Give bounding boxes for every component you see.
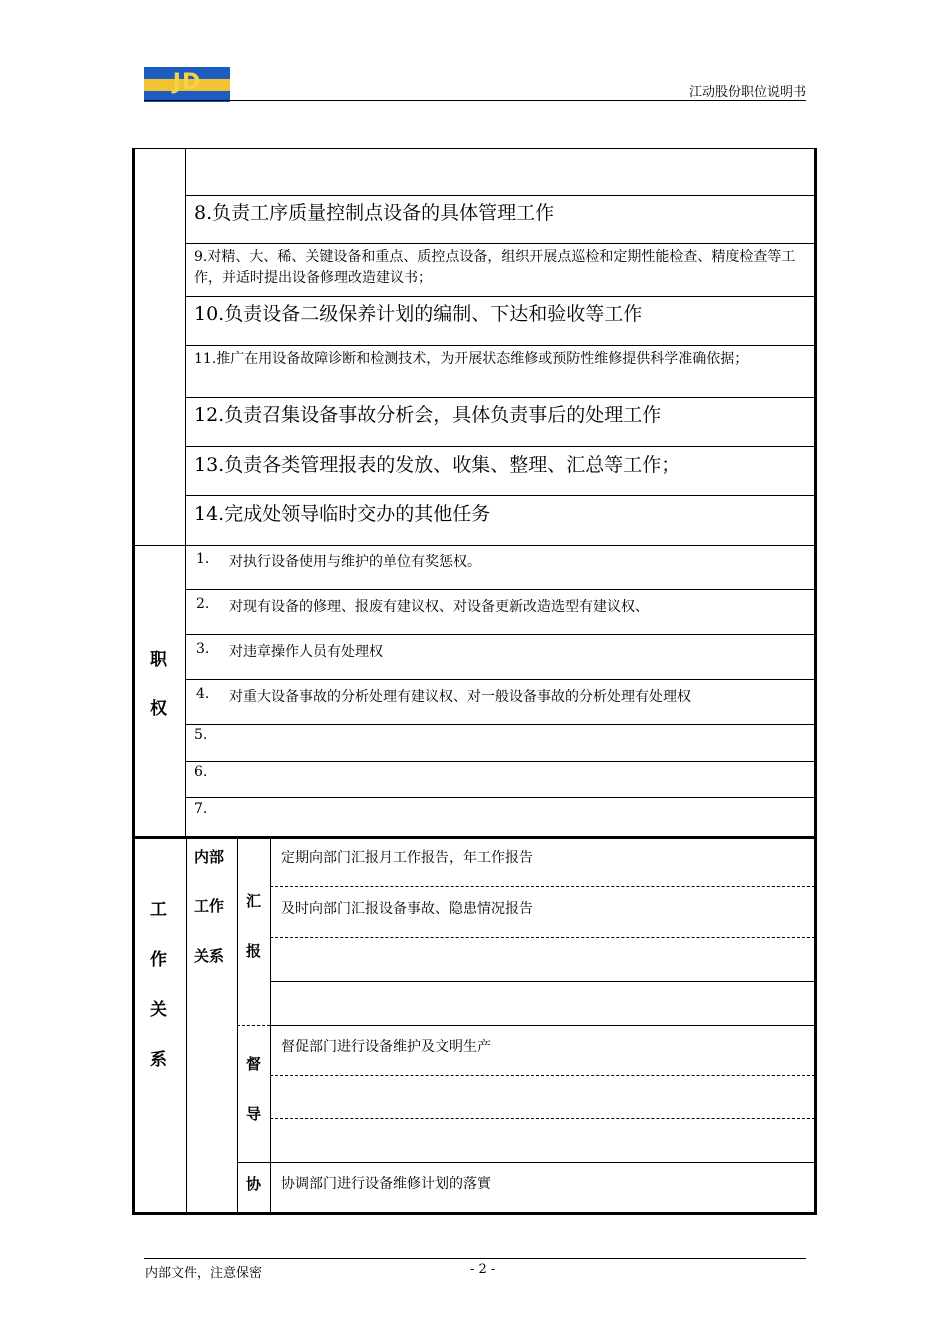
relations-label-1: 工 — [150, 900, 167, 920]
relations-label-2: 作 — [150, 950, 167, 970]
internal-label-3: 关系 — [194, 947, 225, 965]
authority-num-3: 3. — [196, 641, 210, 657]
supervise-label-2: 导 — [246, 1105, 262, 1123]
authority-label-2: 权 — [150, 699, 167, 719]
authority-num-7: 7. — [194, 801, 208, 817]
internal-label-2: 工作 — [194, 897, 225, 915]
authority-label-1: 职 — [150, 650, 167, 670]
relations-label-4: 系 — [150, 1050, 167, 1070]
footer-confidential: 内部文件，注意保密 — [145, 1266, 263, 1281]
authority-num-4: 4. — [196, 686, 210, 702]
authority-num-6: 6. — [194, 764, 208, 780]
authority-num-2: 2. — [196, 596, 210, 612]
logo-text: JD — [172, 70, 202, 95]
supervise-label-1: 督 — [246, 1055, 262, 1073]
authority-item-2: 对现有设备的修理、报废有建议权、对设备更新改造选型有建议权、 — [229, 599, 649, 615]
duty-item-14: 14.完成处领导临时交办的其他任务 — [194, 503, 491, 525]
footer-rule — [144, 1258, 806, 1259]
authority-num-1: 1. — [196, 551, 210, 567]
coord-item-1: 协调部门进行设备维修计划的落實 — [281, 1176, 491, 1192]
report-item-1: 定期向部门汇报月工作报告，年工作报告 — [281, 850, 533, 866]
page-number: - 2 - — [470, 1262, 496, 1277]
report-label-2: 报 — [246, 942, 262, 960]
duty-item-11: 11.推广在用设备故障诊断和检测技术，为开展状态维修或预防性维修提供科学准确依据； — [194, 351, 749, 367]
supervise-item-1: 督促部门进行设备维护及文明生产 — [281, 1039, 491, 1055]
duty-item-8: 8.负责工序质量控制点设备的具体管理工作 — [194, 202, 555, 224]
report-label-1: 汇 — [246, 892, 262, 910]
relations-label-3: 关 — [150, 1000, 167, 1020]
authority-item-3: 对违章操作人员有处理权 — [229, 644, 383, 660]
coord-label: 协 — [246, 1175, 262, 1193]
internal-label-1: 内部 — [194, 848, 225, 866]
document-title: 江动股份职位说明书 — [688, 85, 806, 100]
authority-item-1: 对执行设备使用与维护的单位有奖惩权。 — [229, 554, 481, 570]
duty-item-9: 9.对精、大、稀、关键设备和重点、质控点设备，组织开展点巡检和定期性能检查、精度检查等工作，并适时提出设备修理改造建议书； — [194, 249, 796, 286]
authority-item-4: 对重大设备事故的分析处理有建议权、对一般设备事故的分析处理有处理权 — [229, 689, 691, 705]
authority-num-5: 5. — [194, 727, 208, 743]
company-logo — [144, 67, 230, 102]
report-item-2: 及时向部门汇报设备事故、隐患情况报告 — [281, 901, 533, 917]
duty-item-13: 13.负责各类管理报表的发放、收集、整理、汇总等工作； — [194, 454, 681, 476]
duty-item-10: 10.负责设备二级保养计划的编制、下达和验收等工作 — [194, 303, 643, 325]
header-rule — [144, 100, 806, 101]
duty-item-12: 12.负责召集设备事故分析会，具体负责事后的处理工作 — [194, 404, 662, 426]
